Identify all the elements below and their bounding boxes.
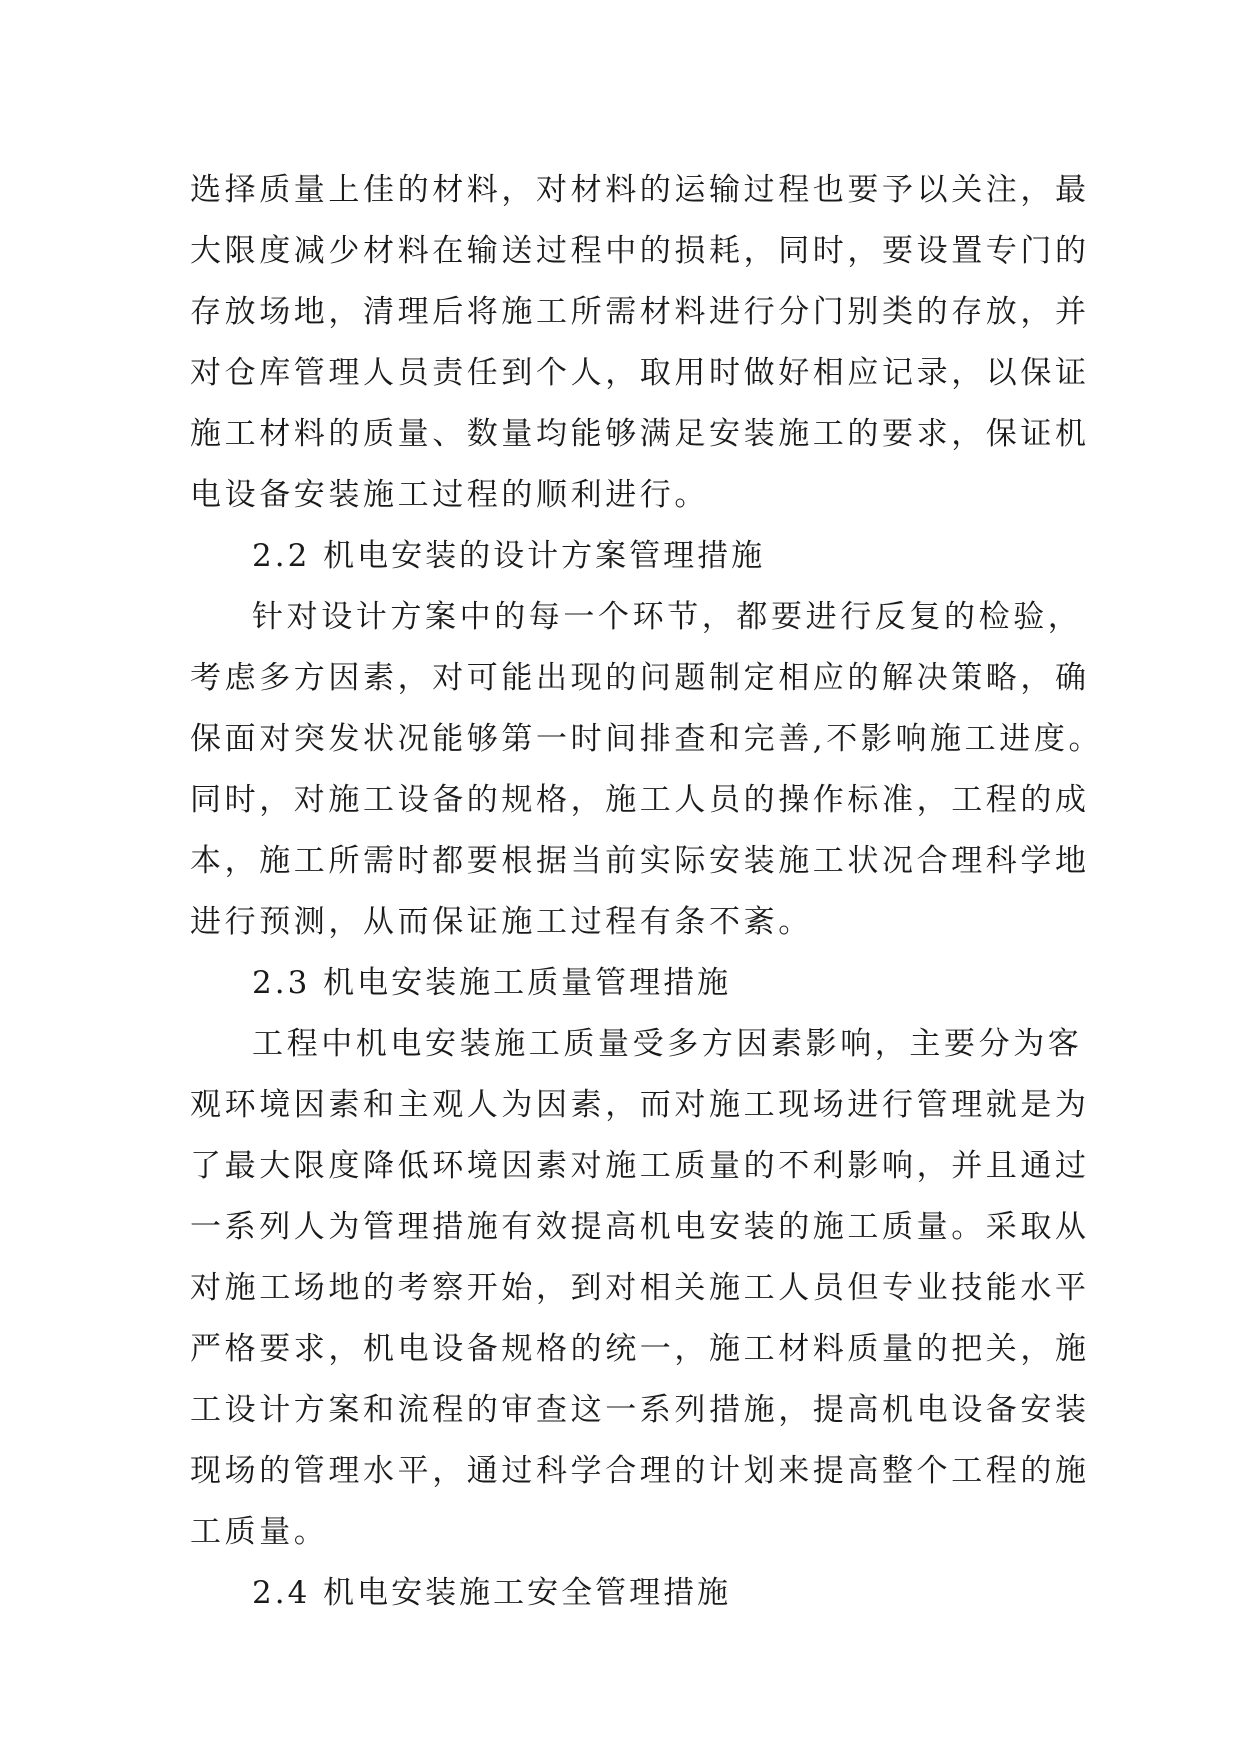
- text-line: 一系列人为管理措施有效提高机电安装的施工质量。采取从: [190, 1209, 1090, 1245]
- section-heading-2-4: 2.4 机电安装施工安全管理措施: [252, 1575, 732, 1611]
- text-line: 考虑多方因素，对可能出现的问题制定相应的解决策略，确: [190, 660, 1090, 696]
- text-line: 观环境因素和主观人为因素，而对施工现场进行管理就是为: [190, 1087, 1090, 1123]
- text-line: 工设计方案和流程的审查这一系列措施，提高机电设备安装: [190, 1392, 1090, 1428]
- text-line: 对仓库管理人员责任到个人，取用时做好相应记录，以保证: [190, 355, 1090, 391]
- text-line: 本，施工所需时都要根据当前实际安装施工状况合理科学地: [190, 843, 1090, 879]
- text-line: 大限度减少材料在输送过程中的损耗，同时，要设置专门的: [190, 233, 1090, 269]
- document-body: [190, 160, 1104, 1624]
- text-line: 存放场地，清理后将施工所需材料进行分门别类的存放，并: [190, 294, 1090, 330]
- text-line: 工质量。: [190, 1514, 329, 1550]
- text-line: 现场的管理水平，通过科学合理的计划来提高整个工程的施: [190, 1453, 1090, 1489]
- text-line: 严格要求，机电设备规格的统一，施工材料质量的把关，施: [190, 1331, 1090, 1367]
- text-line: 了最大限度降低环境因素对施工质量的不利影响，并且通过: [190, 1148, 1090, 1184]
- text-line: 对施工场地的考察开始，到对相关施工人员但专业技能水平: [190, 1270, 1090, 1306]
- text-line: 工程中机电安装施工质量受多方因素影响，主要分为客: [252, 1026, 1083, 1062]
- text-line: 进行预测，从而保证施工过程有条不紊。: [190, 904, 813, 940]
- text-line: 针对设计方案中的每一个环节，都要进行反复的检验，: [252, 599, 1083, 635]
- text-line: 施工材料的质量、数量均能够满足安装施工的要求，保证机: [190, 416, 1090, 452]
- text-line: 同时，对施工设备的规格，施工人员的操作标准，工程的成: [190, 782, 1090, 818]
- section-heading-2-2: 2.2 机电安装的设计方案管理措施: [252, 538, 766, 574]
- text-line: 电设备安装施工过程的顺利进行。: [190, 477, 709, 513]
- section-heading-2-3: 2.3 机电安装施工质量管理措施: [252, 965, 732, 1001]
- text-line: 选择质量上佳的材料，对材料的运输过程也要予以关注，最: [190, 172, 1090, 208]
- text-line: 保面对突发状况能够第一时间排查和完善,不影响施工进度。: [190, 721, 1104, 757]
